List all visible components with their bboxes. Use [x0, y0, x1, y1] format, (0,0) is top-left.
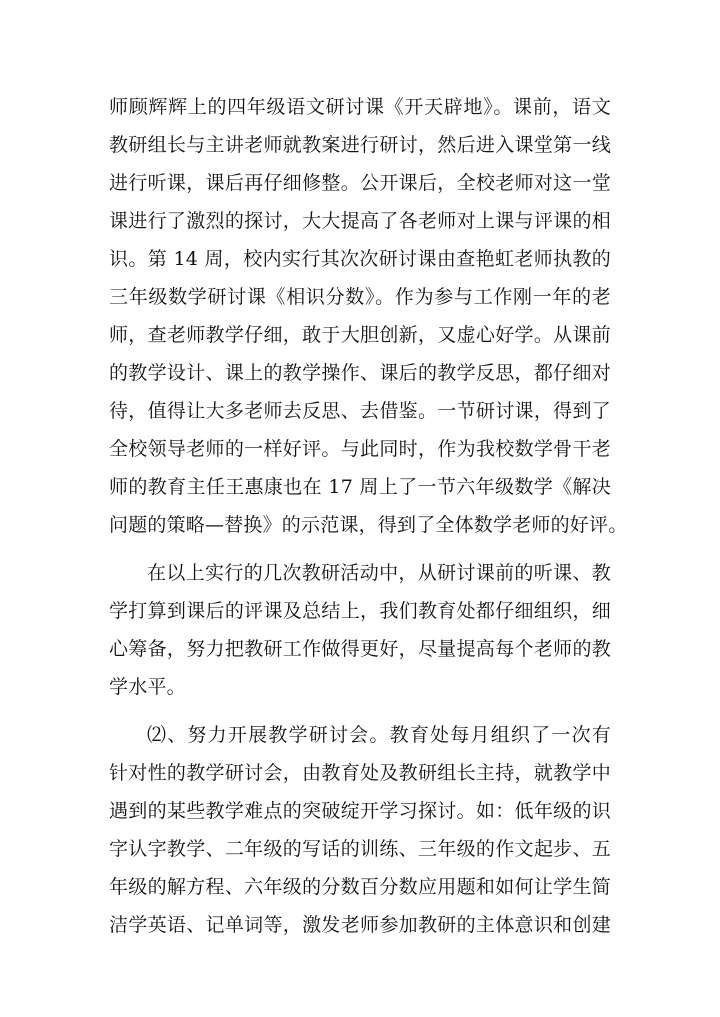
text-line: 针对性的教学研讨会，由教育处及教研组长主持，就教学中	[109, 762, 611, 784]
text-line: 问题的策略—替换》的示范课，得到了全体数学老师的好评。	[109, 514, 628, 536]
text-line: 师的教育主任王惠康也在 17 周上了一节六年级数学《解决	[109, 476, 611, 498]
text-line: 课进行了激烈的探讨，大大提高了各老师对上课与评课的相	[109, 210, 611, 232]
paragraph-1	[109, 88, 628, 544]
text-line: ⑵、努力开展教学研讨会。教育处每月组织了一次有	[147, 724, 611, 746]
text-line: 教研组长与主讲老师就教案进行研讨，然后进入课堂第一线	[109, 134, 611, 156]
text-line: 学打算到课后的评课及总结上，我们教育处都仔细组织，细	[109, 600, 611, 622]
document-page	[109, 88, 628, 944]
text-line: 心筹备，努力把教研工作做得更好，尽量提高每个老师的教	[109, 638, 611, 660]
text-line: 学水平。	[109, 676, 186, 698]
text-line: 的教学设计、课上的教学操作、课后的教学反思，都仔细对	[109, 362, 611, 384]
text-line: 师，查老师教学仔细，敢于大胆创新，又虚心好学。从课前	[109, 324, 611, 346]
text-line: 洁学英语、记单词等，激发老师参加教研的主体意识和创建	[109, 914, 611, 936]
paragraph-2	[109, 554, 611, 706]
text-line: 遇到的某些教学难点的突破绽开学习探讨。如：低年级的识	[109, 800, 611, 822]
text-line: 三年级数学研讨课《相识分数》。作为参与工作刚一年的老	[109, 286, 611, 308]
paragraph-spacer	[109, 706, 611, 716]
text-line: 识。第 14 周，校内实行其次次研讨课由查艳虹老师执教的	[109, 248, 611, 270]
paragraph-spacer	[109, 544, 611, 554]
paragraph-3	[109, 716, 611, 944]
text-line: 师顾辉辉上的四年级语文研讨课《开天辟地》。课前，语文	[109, 96, 611, 118]
text-line: 待，值得让大多老师去反思、去借鉴。一节研讨课，得到了	[109, 400, 611, 422]
text-line: 字认字教学、二年级的写话的训练、三年级的作文起步、五	[109, 838, 611, 860]
text-line: 进行听课，课后再仔细修整。公开课后，全校老师对这一堂	[109, 172, 611, 194]
text-line: 全校领导老师的一样好评。与此同时，作为我校数学骨干老	[109, 438, 611, 460]
text-line: 在以上实行的几次教研活动中，从研讨课前的听课、教	[147, 562, 611, 584]
text-line: 年级的解方程、六年级的分数百分数应用题和如何让学生简	[109, 876, 611, 898]
